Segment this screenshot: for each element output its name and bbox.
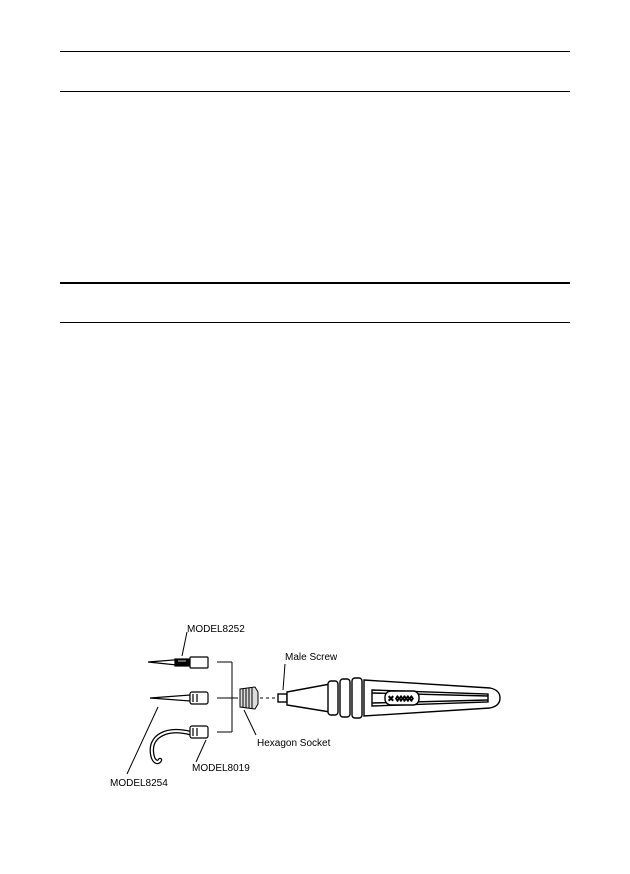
label-model8019: MODEL8019 — [192, 763, 250, 774]
section-bottom-rule-1 — [60, 91, 570, 92]
hexagon-socket-illustration — [240, 687, 258, 709]
probe-handle-illustration — [278, 678, 500, 718]
section-top-rule-2 — [60, 282, 570, 284]
probe-accessories-diagram — [0, 600, 630, 800]
section-top-rule-1 — [60, 51, 570, 52]
label-male-screw: Male Screw — [285, 652, 338, 663]
label-model8252: MODEL8252 — [187, 624, 245, 635]
section-bottom-rule-2 — [60, 322, 570, 323]
label-hexagon-socket: Hexagon Socket — [257, 738, 331, 749]
svg-text:✕ ◊◊◊◊◊: ✕ ◊◊◊◊◊ — [388, 696, 414, 703]
label-model8254: MODEL8254 — [110, 778, 168, 789]
tip-straight-illustration — [150, 692, 208, 704]
bracket-lines — [217, 662, 238, 732]
tip-model8252-illustration — [148, 657, 208, 668]
tip-hook-model8019-illustration — [152, 726, 208, 762]
